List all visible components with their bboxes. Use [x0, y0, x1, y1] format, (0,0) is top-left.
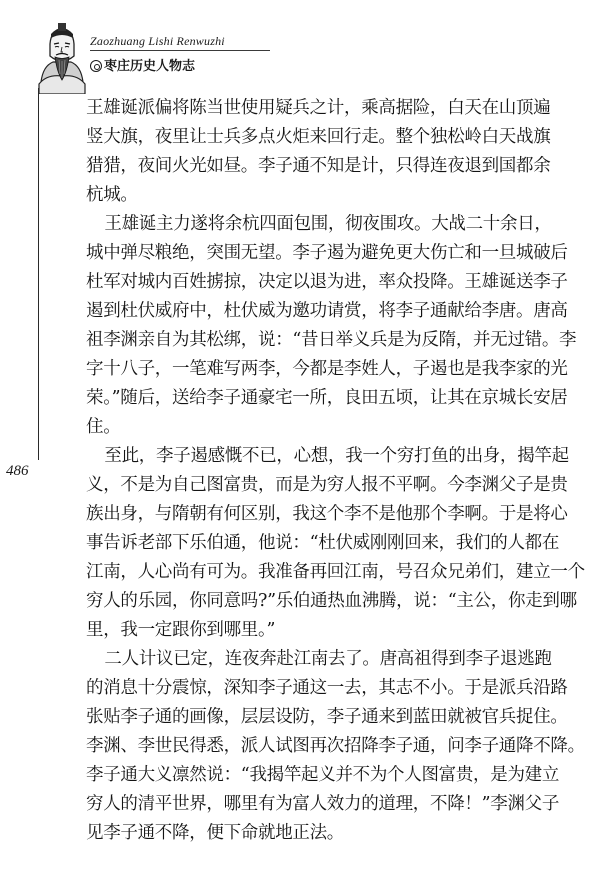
- margin-rule: [38, 88, 39, 460]
- series-title-chinese: [90, 55, 195, 74]
- text-line: 穷人的清平世界，哪里有为富人效力的道理，不降！”李渊父子: [86, 794, 560, 814]
- text-line: 王雄诞派偏将陈当世使用疑兵之计，乘高据险，白天在山顶遍: [86, 98, 551, 118]
- text-line: 字十八子，一笔难写两李，今都是李姓人，子遏也是我李家的光: [86, 359, 568, 379]
- text-line: 荣。”随后，送给李子通豪宅一所，良田五顷，让其在京城长安居: [86, 388, 568, 408]
- portrait-illustration: [33, 22, 91, 94]
- page-number: 486: [6, 463, 29, 479]
- text-line: 族出身，与隋朝有何区别，我这个李不是他那个李啊。于是将心: [86, 504, 568, 524]
- series-title-chinese-text: 枣庄历史人物志: [104, 59, 196, 74]
- text-line: 江南，人心尚有可为。我准备再回江南，号召众兄弟们，建立一个: [86, 562, 585, 582]
- text-line: 见李子通不降，便下命就地正法。: [86, 823, 344, 843]
- text-line: 李渊、李世民得悉，派人试图再次招降李子通，问李子通降不降。: [86, 736, 585, 756]
- text-line: 张贴李子通的画像，层层设防，李子通来到蓝田就被官兵捉住。: [86, 707, 568, 727]
- bullet-circle-icon: [90, 60, 102, 72]
- text-line: 住。: [86, 417, 121, 437]
- text-line: 二人计议已定，连夜奔赴江南去了。唐高祖得到李子退逃跑: [70, 649, 552, 669]
- text-line: 遏到杜伏威府中，杜伏威为邀功请赏，将李子通献给李唐。唐高: [86, 301, 568, 321]
- text-line: 穷人的乐园，你同意吗?”乐伯通热血沸腾，说：“主公，你走到哪: [86, 591, 577, 611]
- text-line: 祖李渊亲自为其松绑，说：“昔日举义兵是为反隋，并无过错。李: [86, 330, 577, 350]
- series-title-english: Zaozhuang Lishi Renwuzhi: [90, 34, 225, 48]
- text-line: 至此，李子遏感慨不已，心想，我一个穷打鱼的出身，揭竿起: [70, 446, 569, 466]
- header-divider: [90, 50, 270, 51]
- text-line: 的消息十分震惊，深知李子通这一去，其志不小。于是派兵沿路: [86, 678, 568, 698]
- text-line: 义，不是为自己图富贵，而是为穷人报不平啊。今李渊父子是贵: [86, 475, 568, 495]
- text-line: 王雄诞主力遂将余杭四面包围，彻夜围攻。大战二十余日，: [70, 214, 552, 234]
- text-line: 杭城。: [86, 185, 138, 205]
- text-line: 竖大旗，夜里让士兵多点火炬来回行走。整个独松岭白天战旗: [86, 127, 551, 147]
- text-line: 里，我一定跟你到哪里。”: [86, 620, 276, 640]
- text-line: 事告诉老部下乐伯通，他说：“杜伏威刚刚回来，我们的人都在: [86, 533, 560, 553]
- text-line: 杜军对城内百姓掳掠，决定以退为进，率众投降。王雄诞送李子: [86, 272, 568, 292]
- text-line: 猎猎，夜间火光如昼。李子通不知是计，只得连夜退到国都余: [86, 156, 551, 176]
- text-line: 城中弹尽粮绝，突围无望。李子遏为避免更大伤亡和一旦城破后: [86, 243, 568, 263]
- text-line: 李子通大义凛然说：“我揭竿起义并不为个人图富贵，是为建立: [86, 765, 560, 785]
